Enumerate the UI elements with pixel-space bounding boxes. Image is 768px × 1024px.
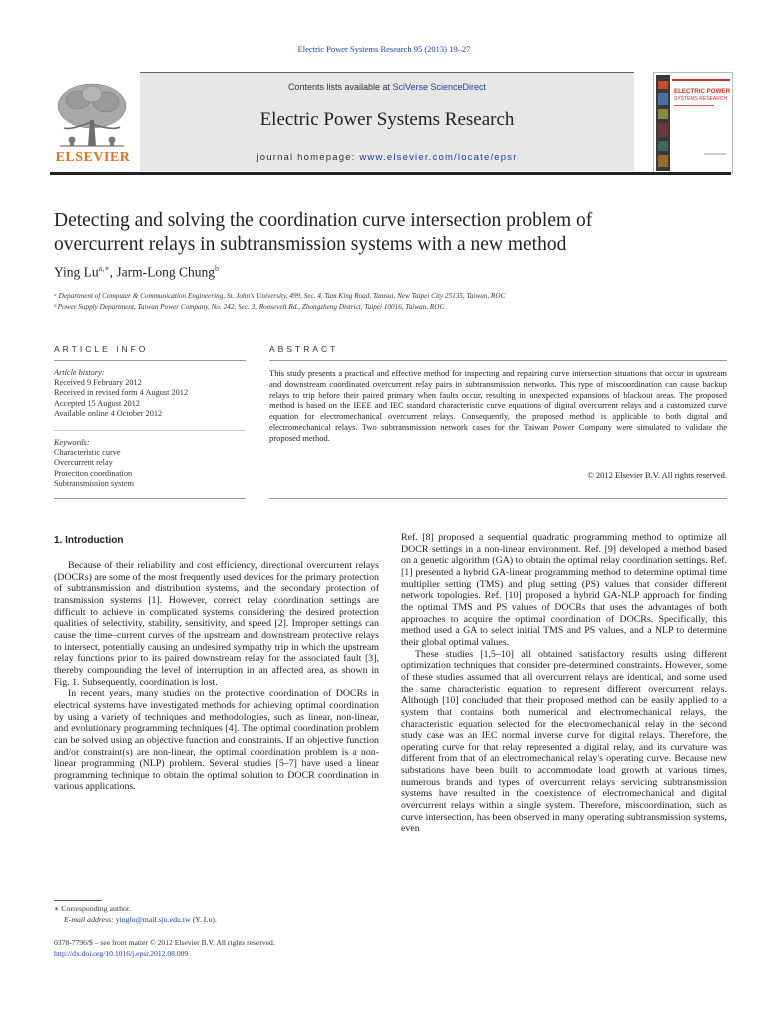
homepage-link[interactable]: www.elsevier.com/locate/epsr: [359, 152, 518, 163]
info-bottom-rule: [54, 498, 246, 499]
keyword-item: Characteristic curve: [54, 448, 121, 458]
contents-available-line: [140, 82, 634, 92]
abstract-bottom-rule: [269, 498, 727, 499]
body-paragraph: Because of their reliability and cost efficiency, directional overcurrent relays (DOCRs) are some of the most frequently used devices for the primary protection of subtransmission and distribution systems, and the secondary protection of transmission systems [1]. However, correct relay coordination settings are difficult to achieve in complicated systems considering the desired protection qualities of selectivity, stability, sensitivity, and speed [2]. Improper settings can cause the time–current curves of the upstream and downstream protective relays to intersect, potentially causing an undesired sympathy trip in which the upstream relay functions prior to its paired downstream relay for the associated fault [3], thereby compounding the level of interruption in an affected area, as shown in Fig. 1. Subsequently, coordination is lost.: [54, 560, 379, 688]
author-separator: ,: [109, 264, 117, 280]
journal-homepage-line: [140, 152, 634, 163]
article-history: [54, 368, 244, 419]
cover-title-1: ELECTRIC POWER: [674, 88, 731, 95]
author-name: Ying Lu: [54, 264, 99, 280]
info-divider: [54, 430, 246, 431]
journal-citation[interactable]: Electric Power Systems Research 95 (2013) 19–27: [297, 44, 471, 54]
body-column-left: [54, 560, 379, 793]
author-list: [54, 264, 219, 281]
author-email-link[interactable]: yinglu@mail.sju.edu.tw: [115, 914, 191, 924]
corresponding-author-label: ∗ Corresponding author.: [54, 904, 131, 913]
history-item: Available online 4 October 2012: [54, 408, 163, 418]
abstract-copyright: © 2012 Elsevier B.V. All rights reserved.: [587, 470, 727, 480]
affiliation-a: ᵃ Department of Computer & Communication Engineering, St. John's University, 499, Sec. 4, Tam King Road, Tamsui, New Taipei City 25135, Taiwan, ROC: [54, 292, 506, 300]
history-item: Received in revised form 4 August 2012: [54, 388, 189, 398]
article-title: [54, 209, 714, 257]
issn-doi-block: [54, 937, 275, 959]
keywords-block: [54, 438, 244, 489]
body-column-right: [401, 532, 727, 835]
author-name: Jarm-Long Chung: [116, 264, 216, 280]
footnote-rule: [54, 900, 102, 901]
cover-title-2: SYSTEMS RESEARCH: [674, 96, 728, 102]
body-paragraph: In recent years, many studies on the protective coordination of DOCRs in electrical systems have investigated methods for achieving optimal coordination by using a variety of techniques and methodologies, such as linear, non-linear, and evolutionary programming techniques [4]. The optimal coordination problem can be solved using an objective function and constraints. If an objective function and/or constraint(s) are non-linear, the optimal coordination problem is a non-linear programming (NLP) problem. Several studies [5–7] have used a linear programming technique to obtain the optimal solution to DOCR coordination in various applications.: [54, 688, 379, 793]
article-info-heading: ARTICLE INFO: [54, 344, 149, 354]
affiliation-b: ᵇ Power Supply Department, Taiwan Power Company, No. 242, Sec. 3, Roosevelt Rd., Zhongzheng District, Taipei 10016, Taiwan, ROC: [54, 303, 445, 311]
article-history-label: Article history:: [54, 368, 105, 377]
body-paragraph: These studies [1,5–10] all obtained satisfactory results using different optimization techniques that consider pre-determined constraints. However, some of these studies assumed that all overcurrent relays are identical, and some used the same characteristic equation to represent different overcurrent relays. Although [10] concluded that their proposed method can be easily applied to a system that contains both numerical and electromechanical relays, the characteristic equation selected for the electromechanical relay in the second study case was an IEC normal inverse curve for digital relays. Therefore, the operating curve for that relay represented a digital relay, and its curvature was different from that of an electromechanical relay's operating curve. Because new substations have been built to accommodate load growth at various times, numerous brands and types of overcurrent relays servicing subtransmission systems have resulted in the coexistence of electromechanical and digital overcurrent relays within a single system. Therefore, miscoordination, such as curve intersection, has been observed in many operating subtransmission systems, even: [401, 648, 727, 835]
sciencedirect-link[interactable]: SciVerse ScienceDirect: [392, 82, 487, 92]
email-label: E-mail address:: [64, 914, 116, 924]
elsevier-wordmark: ELSEVIER: [55, 150, 131, 165]
keyword-item: Overcurrent relay: [54, 458, 113, 468]
article-title-line-1: Detecting and solving the coordination curve intersection problem of: [54, 210, 593, 231]
cover-art: [654, 73, 732, 173]
journal-cover-thumbnail[interactable]: [653, 72, 733, 174]
article-info-rule: [54, 360, 246, 361]
keywords-label: Keywords:: [54, 438, 90, 447]
section-heading-introduction: 1. Introduction: [54, 535, 124, 546]
contents-prefix: Contents lists available at: [287, 82, 393, 92]
abstract-heading: ABSTRACT: [269, 344, 339, 354]
body-paragraph: Ref. [8] proposed a sequential quadratic programming method to optimize all DOCR settings in a non-linear environment. Ref. [9] developed a method based on a genetic algorithm (GA) to obtain the optimal relay coordination settings. Ref. [1] presented a hybrid GA-linear programming method to determine optimal time multiplier setting (TMS) and plug setting (PS) values that consider different network topologies. Ref. [10] proposed a hybrid GA-NLP approach for finding the optimal TMS and PS values of DOCRs that uses the advantages of both approaches to acquire the optimal coordination of DOCRs. Specifically, this method used a GA to select initial TMS and PS values, and a NLP to determine their global optimal values.: [401, 532, 727, 648]
history-item: Received 9 February 2012: [54, 378, 142, 388]
author-affiliation-marker[interactable]: a,∗: [98, 264, 110, 273]
journal-title: Electric Power Systems Research: [259, 109, 515, 130]
abstract-rule: [269, 360, 727, 361]
abstract-text: This study presents a practical and effective method for inspecting and repairing curve intersection situations that occur in upstream and downstream coordinated overcurrent relay pairs in subtransmission networks. This type of miscoordination can cause backup relays to trip before their paired primary when faults occur, resulting in unexpected expansions of blackout areas. The proposed method is based on the IEEE and IEC standard characteristic curve equations of digital overcurrent relays and a customized curve equation for electromechanical overcurrent relays. Consequently, the proposed method is applicable to both digital and electromechanical relays. Two subtransmission network cases for the Taiwan Power Company were simulated to validate the proposed method.: [269, 368, 727, 443]
article-title-line-2: overcurrent relays in subtransmission systems with a new method: [54, 234, 567, 255]
keyword-item: Protection coordination: [54, 468, 133, 478]
email-suffix: (Y. Lu).: [190, 914, 217, 924]
header-rule: [50, 172, 731, 175]
keyword-item: Subtransmission system: [54, 478, 134, 488]
issn-line: 0378-7796/$ – see front matter © 2012 Elsevier B.V. All rights reserved.: [54, 938, 275, 947]
history-item: Accepted 15 August 2012: [54, 398, 140, 408]
doi-link[interactable]: http://dx.doi.org/10.1016/j.epsr.2012.08.009: [54, 949, 189, 958]
author-affiliation-marker[interactable]: b: [215, 264, 220, 273]
corresponding-author-footnote: [54, 904, 374, 925]
homepage-label: journal homepage:: [256, 152, 360, 163]
